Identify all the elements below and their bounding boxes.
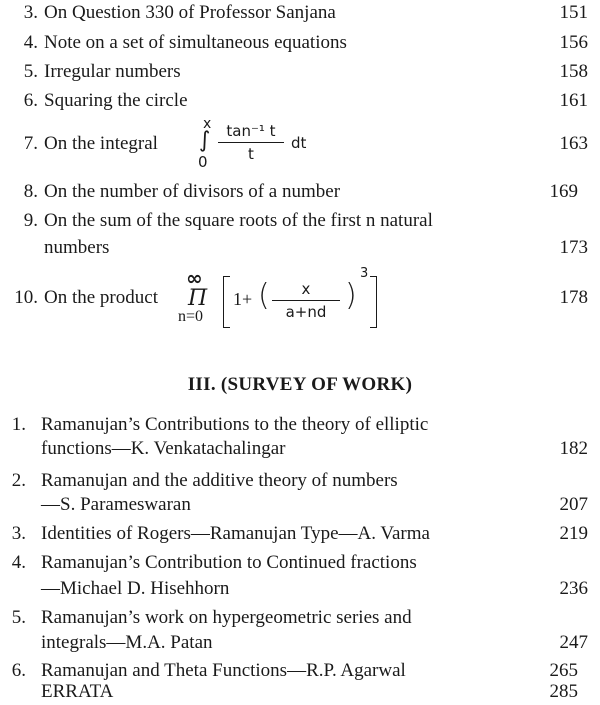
entry-number: 1.	[11, 414, 26, 435]
entry-number: 3.	[23, 2, 38, 23]
product-exponent: 3	[360, 266, 369, 281]
entry-number: 2.	[11, 470, 26, 491]
integral-differential: dt	[291, 134, 307, 152]
left-bracket	[223, 276, 230, 328]
entry-page: 219	[559, 523, 588, 544]
entry-title-line1: Ramanujan’s work on hypergeometric series and	[41, 607, 412, 628]
entry-page: 182	[559, 438, 588, 459]
entry-title: On the integral	[44, 133, 158, 154]
entry-page: 285	[549, 681, 578, 702]
errata-label: ERRATA	[41, 681, 114, 702]
fraction-bar	[272, 300, 340, 301]
entry-title: On the number of divisors of a number	[44, 181, 341, 202]
entry-title-line2: numbers	[44, 237, 110, 258]
entry-title-line1: Ramanujan and Theta Functions—R.P. Agarwal	[41, 660, 406, 681]
entry-number: 7.	[23, 133, 38, 154]
entry-title-line1: On the sum of the square roots of the first n natural	[44, 210, 433, 231]
entry-page: 161	[559, 90, 588, 111]
entry-page: 163	[559, 133, 588, 154]
entry-page: 169	[549, 181, 578, 202]
entry-number: 4.	[23, 32, 38, 53]
entry-title: On the product	[44, 287, 158, 308]
product-upper-limit: ∞	[186, 266, 203, 290]
entry-page: 236	[559, 578, 588, 599]
integral-upper-limit: x	[203, 116, 212, 132]
right-paren: )	[345, 278, 357, 313]
product-numerator: x	[301, 280, 311, 298]
entry-number: 5.	[11, 607, 26, 628]
entry-page: 151	[559, 2, 588, 23]
entry-page: 178	[559, 287, 588, 308]
entry-number: 4.	[11, 552, 26, 573]
entry-title-line1: Ramanujan’s Contributions to the theory of elliptic	[41, 414, 429, 435]
entry-title-line1: Ramanujan’s Contribution to Continued fractions	[41, 552, 417, 573]
integral-denominator: t	[248, 145, 254, 163]
entry-title-line1: Ramanujan and the additive theory of numbers	[41, 470, 398, 491]
entry-number: 6.	[23, 90, 38, 111]
entry-number: 3.	[11, 523, 26, 544]
right-bracket	[370, 276, 377, 328]
entry-page: 247	[559, 632, 588, 653]
entry-page: 173	[559, 237, 588, 258]
product-sign: Π	[188, 286, 208, 311]
entry-number: 5.	[23, 61, 38, 82]
entry-title-line2: integrals—M.A. Patan	[41, 632, 213, 653]
entry-title: Irregular numbers	[44, 61, 181, 82]
entry-title: Squaring the circle	[44, 90, 188, 111]
entry-number: 10.	[14, 287, 38, 308]
entry-number: 8.	[23, 181, 38, 202]
entry-number: 9.	[23, 210, 38, 231]
product-lower-limit: n=0	[178, 308, 204, 325]
entry-title-line2: functions—K. Venkatachalingar	[41, 438, 286, 459]
entry-page: 207	[559, 494, 588, 515]
entry-number: 6.	[11, 660, 26, 681]
entry-page: 265	[549, 660, 578, 681]
entry-title-line2: —Michael D. Hisehhorn	[41, 578, 230, 599]
fraction-bar	[218, 142, 284, 143]
entry-page: 156	[559, 32, 588, 53]
entry-title: On Question 330 of Professor Sanjana	[44, 2, 336, 23]
entry-title-line2: —S. Parameswaran	[41, 494, 191, 515]
integral-lower-limit: 0	[198, 153, 208, 171]
product-denominator: a+nd	[285, 303, 327, 321]
left-paren: (	[258, 278, 270, 313]
integral-sign: ∫	[199, 128, 211, 153]
entry-title-line1: Identities of Rogers—Ramanujan Type—A. Varma	[41, 523, 430, 544]
product-one-plus: 1+	[233, 289, 253, 309]
entry-title: Note on a set of simultaneous equations	[44, 32, 347, 53]
integral-numerator: tan⁻¹ t	[226, 122, 276, 140]
entry-page: 158	[559, 61, 588, 82]
section-heading: III. (SURVEY OF WORK)	[187, 374, 413, 395]
